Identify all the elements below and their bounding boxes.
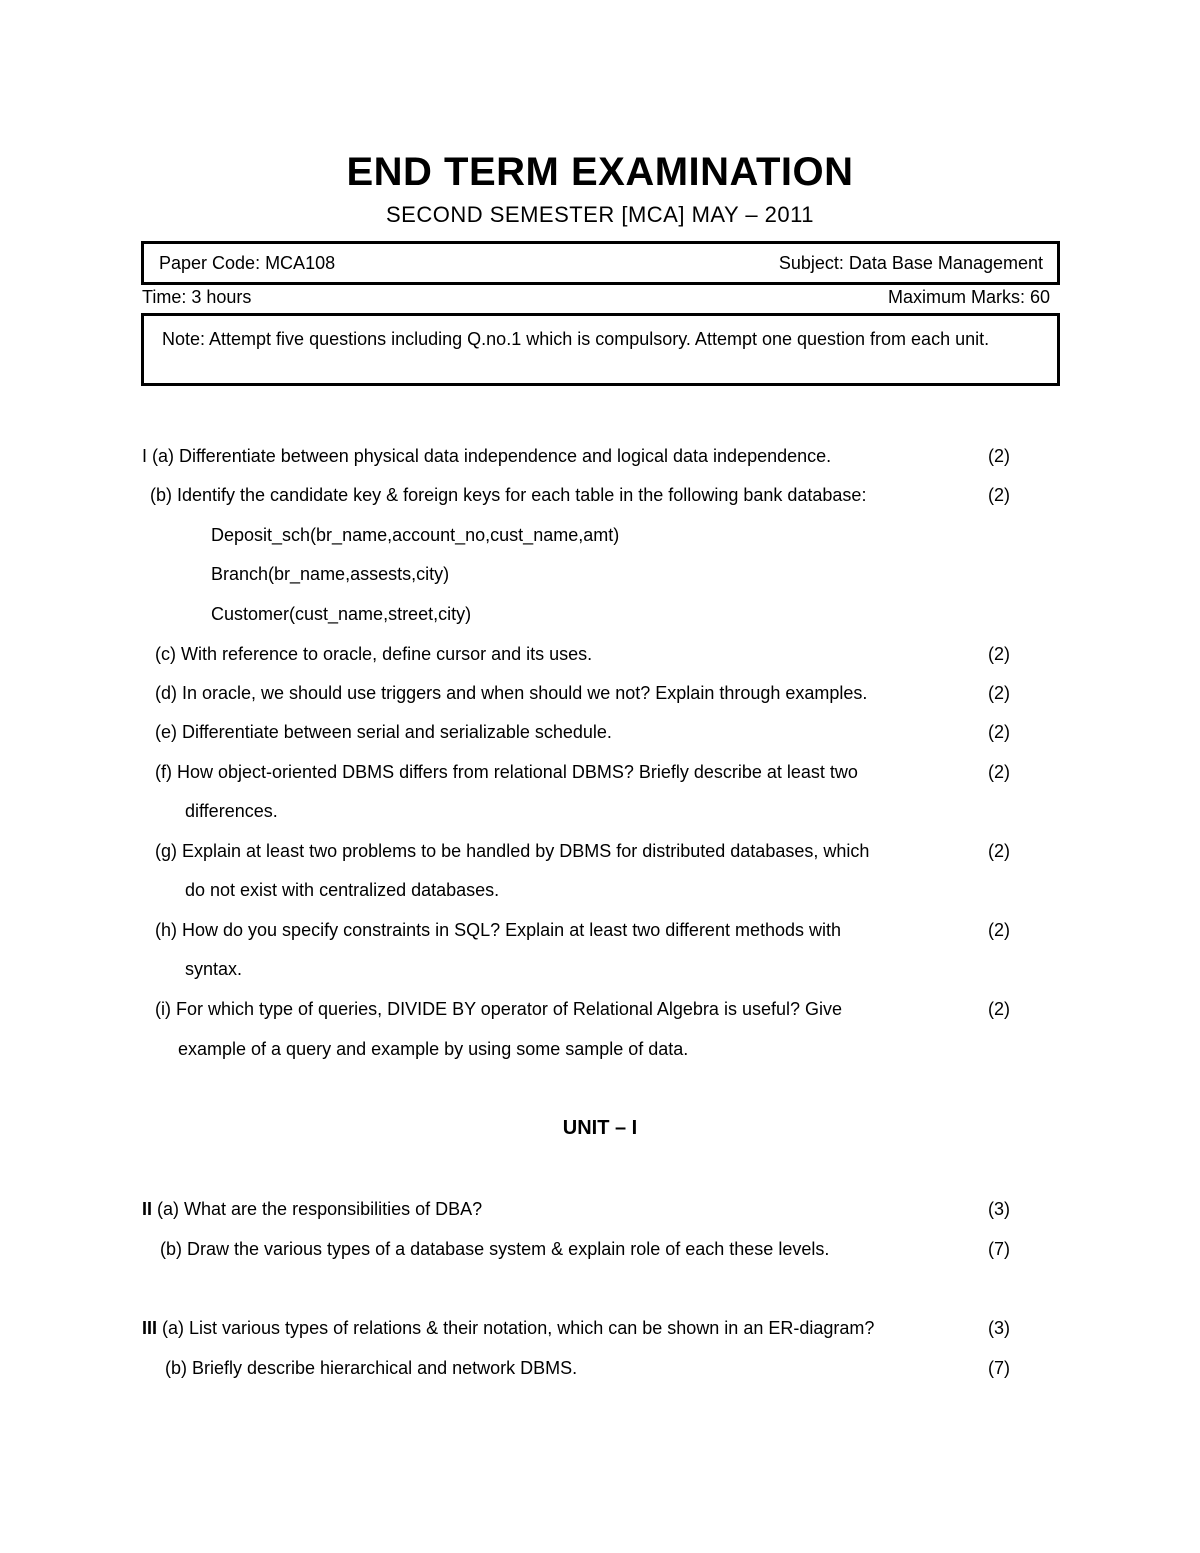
q1e-marks: (2) bbox=[988, 722, 1010, 742]
q1c-text: (c) With reference to oracle, define cursor and its uses. bbox=[155, 644, 593, 664]
paper-info-box bbox=[141, 241, 1060, 285]
q3a-text bbox=[142, 1318, 874, 1339]
q1g-marks: (2) bbox=[988, 841, 1010, 861]
q1d-text: (d) In oracle, we should use triggers and when should we not? Explain through examples. bbox=[155, 683, 868, 703]
q1g-text-cont: do not exist with centralized databases. bbox=[185, 880, 500, 900]
q2b-text: (b) Draw the various types of a database system & explain role of each these levels. bbox=[160, 1239, 830, 1259]
q3-number: III bbox=[142, 1318, 158, 1338]
note-text: Note: Attempt five questions including Q.no.1 which is compulsory. Attempt one question from each unit. bbox=[162, 329, 990, 349]
q1b-marks: (2) bbox=[988, 485, 1010, 505]
q3a-body: (a) List various types of relations & their notation, which can be shown in an ER-diagram? bbox=[157, 1318, 875, 1338]
table-schema: Branch(br_name,assests,city) bbox=[211, 564, 450, 584]
paper-code: Paper Code: MCA108 bbox=[159, 253, 336, 273]
q3b-marks: (7) bbox=[988, 1358, 1010, 1378]
q1f-text: (f) How object-oriented DBMS differs from relational DBMS? Briefly describe at least two bbox=[155, 762, 858, 782]
q1a-marks: (2) bbox=[988, 446, 1010, 466]
exam-subtitle: SECOND SEMESTER [MCA] MAY – 2011 bbox=[385, 202, 814, 227]
maximum-marks: Maximum Marks: 60 bbox=[887, 287, 1050, 307]
q2a-marks: (3) bbox=[988, 1199, 1010, 1219]
q2a-text bbox=[142, 1199, 482, 1220]
q1h-marks: (2) bbox=[988, 920, 1010, 940]
q1f-marks: (2) bbox=[988, 762, 1010, 782]
q3a-marks: (3) bbox=[988, 1318, 1010, 1338]
q1h-text-cont: syntax. bbox=[185, 959, 243, 979]
time-allowed: Time: 3 hours bbox=[142, 287, 252, 307]
q1i-marks: (2) bbox=[988, 999, 1010, 1019]
q3b-text: (b) Briefly describe hierarchical and network DBMS. bbox=[165, 1358, 578, 1378]
q2b-marks: (7) bbox=[988, 1239, 1010, 1259]
unit-heading: UNIT – I bbox=[562, 1117, 638, 1139]
exam-title: END TERM EXAMINATION bbox=[346, 150, 854, 194]
note-box bbox=[141, 313, 1060, 386]
table-schema: Deposit_sch(br_name,account_no,cust_name,amt) bbox=[211, 525, 620, 545]
q1d-marks: (2) bbox=[988, 683, 1010, 703]
q1f-text-cont: differences. bbox=[185, 801, 278, 821]
q1e-text: (e) Differentiate between serial and serializable schedule. bbox=[155, 722, 612, 742]
q2a-body: (a) What are the responsibilities of DBA? bbox=[152, 1199, 483, 1219]
table-schema: Customer(cust_name,street,city) bbox=[211, 604, 472, 624]
q1h-text: (h) How do you specify constraints in SQL? Explain at least two different methods with bbox=[155, 920, 842, 940]
q1i-text: (i) For which type of queries, DIVIDE BY operator of Relational Algebra is useful? Give bbox=[155, 999, 842, 1019]
q1b-text: (b) Identify the candidate key & foreign keys for each table in the following bank database: bbox=[150, 485, 867, 505]
subject: Subject: Data Base Management bbox=[778, 253, 1043, 273]
q1a-text: I (a) Differentiate between physical data independence and logical data independence. bbox=[142, 446, 832, 466]
q1g-text: (g) Explain at least two problems to be handled by DBMS for distributed databases, which bbox=[155, 841, 870, 861]
q2-number: II bbox=[142, 1199, 153, 1219]
q1i-text-cont: example of a query and example by using some sample of data. bbox=[178, 1039, 689, 1059]
q1c-marks: (2) bbox=[988, 644, 1010, 664]
